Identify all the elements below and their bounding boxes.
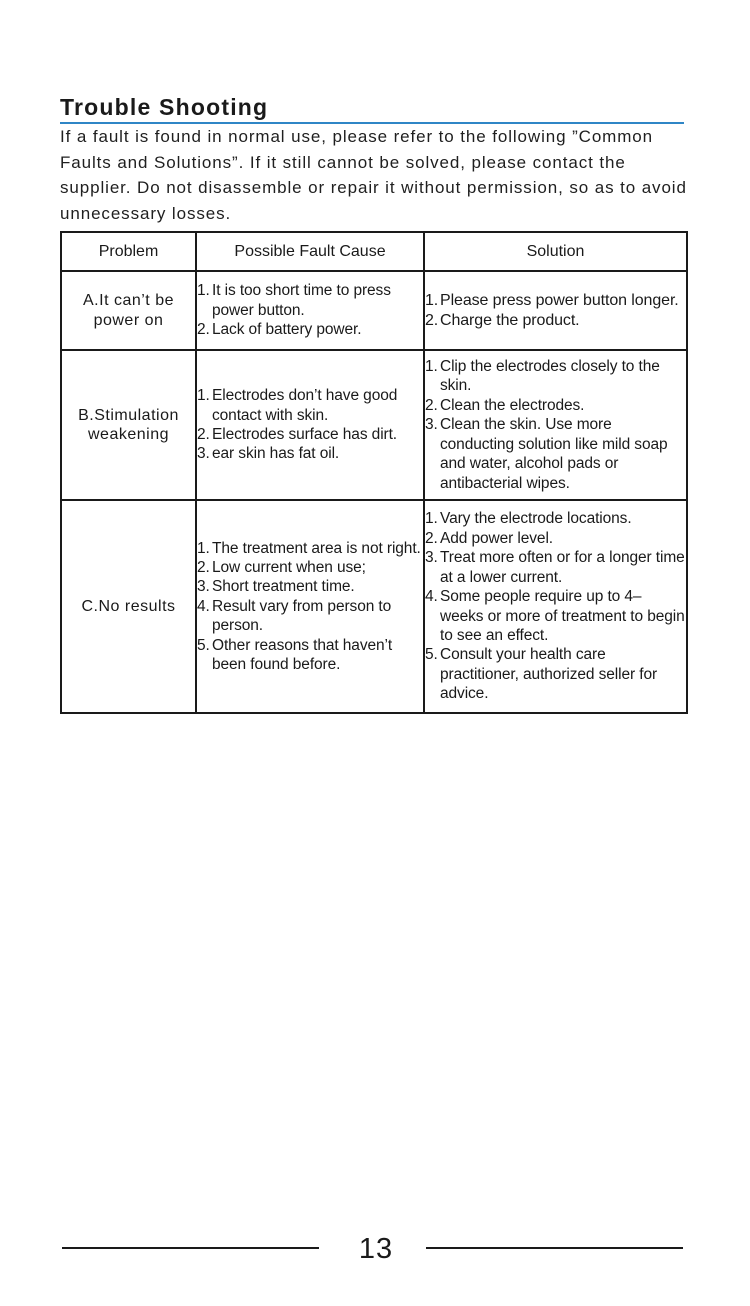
item-text: Clip the electrodes closely to the skin. [440, 358, 660, 395]
item-number: 1. [197, 282, 210, 300]
list-item [425, 291, 686, 310]
table-header-row [61, 232, 687, 271]
list-item [197, 386, 423, 425]
item-number: 3. [197, 445, 210, 463]
item-text: Clean the electrodes. [440, 396, 585, 414]
cause-list [197, 539, 423, 675]
problem-cell: A.It can’t be power on [61, 271, 196, 350]
item-text: Electrodes don’t have good contact with skin. [212, 387, 398, 424]
table-row [61, 350, 687, 500]
intro-paragraph: If a fault is found in normal use, please refer to the following ”Common Faults and Solutions”. If it still cannot be solved, please contact the supplier. Do not disassemble or repair it without permission, so as to avoid unnecessary losses. [60, 127, 687, 223]
problem-cell: C.No results [61, 500, 196, 713]
item-number: 1. [425, 292, 439, 310]
list-item [425, 415, 686, 493]
section-title: Trouble Shooting [60, 92, 684, 124]
item-number: 3. [197, 578, 210, 596]
list-item [197, 444, 423, 463]
item-number: 1. [425, 358, 438, 376]
item-number: 1. [197, 387, 210, 405]
item-number: 2. [425, 529, 438, 547]
cause-cell [196, 500, 424, 713]
footer-rule-right [426, 1247, 683, 1249]
cause-list [197, 281, 423, 339]
list-item [197, 281, 423, 320]
item-number: 2. [425, 311, 439, 329]
item-number: 1. [197, 539, 210, 557]
item-text: Clean the skin. Use more conducting solution like mild soap and water, alcohol pads or antibacterial wipes. [440, 416, 668, 492]
list-item [425, 529, 686, 548]
solution-cell [424, 350, 687, 500]
item-number: 2. [425, 396, 438, 414]
item-text: Short treatment time. [212, 578, 355, 596]
item-text: Low current when use; [212, 558, 366, 576]
item-text: ear skin has fat oil. [212, 445, 340, 463]
solution-list [425, 291, 686, 330]
list-item [197, 636, 423, 675]
item-text: The treatment area is not right. [212, 539, 421, 557]
list-item [197, 320, 423, 339]
list-item [425, 357, 686, 396]
item-text: Consult your health care practitioner, authorized seller for advice. [440, 646, 658, 703]
item-number: 3. [425, 416, 438, 434]
item-text: Treat more often or for a longer time at a lower current. [440, 549, 685, 586]
solution-list [425, 357, 686, 493]
item-text: Other reasons that haven’t been found before. [212, 636, 393, 674]
item-number: 1. [425, 510, 438, 528]
item-text: Add power level. [440, 529, 553, 547]
list-item [425, 548, 686, 587]
list-item [197, 558, 423, 577]
cause-cell [196, 271, 424, 350]
table-row [61, 271, 687, 350]
item-number: 3. [425, 549, 438, 567]
item-text: Result vary from person to person. [212, 597, 392, 635]
cause-cell [196, 350, 424, 500]
item-number: 2. [197, 426, 210, 443]
item-number: 5. [197, 636, 210, 654]
header-solution: Solution [424, 232, 687, 271]
list-item [197, 577, 423, 596]
list-item [425, 587, 686, 645]
item-text: Please press power button longer. [440, 292, 679, 310]
item-text: Charge the product. [440, 311, 580, 329]
page-number: 13 [358, 1233, 394, 1265]
item-number: 2. [197, 558, 210, 576]
footer-rule-left [62, 1247, 319, 1249]
cause-list [197, 386, 423, 464]
list-item [425, 396, 686, 415]
problem-cell: B.Stimulation weakening [61, 350, 196, 500]
item-number: 4. [425, 588, 438, 606]
list-item [197, 597, 423, 636]
list-item [197, 539, 423, 558]
header-cause: Possible Fault Cause [196, 232, 424, 271]
list-item [425, 509, 686, 528]
item-number: 2. [197, 321, 210, 339]
troubleshooting-table [60, 231, 688, 714]
list-item [197, 425, 423, 444]
table-row [61, 500, 687, 713]
item-number: 5. [425, 646, 438, 664]
header-problem: Problem [61, 232, 196, 271]
item-text: Some people require up to 4– weeks or more of treatment to begin to see an effect. [440, 588, 685, 644]
solution-cell [424, 500, 687, 713]
item-number: 4. [197, 597, 210, 615]
item-text: Electrodes surface has dirt. [212, 426, 398, 443]
item-text: It is too short time to press power button. [212, 282, 391, 319]
item-text: Lack of battery power. [212, 321, 362, 339]
item-text: Vary the electrode locations. [440, 510, 632, 528]
solution-list [425, 509, 686, 703]
list-item [425, 645, 686, 703]
list-item [425, 311, 686, 330]
solution-cell [424, 271, 687, 350]
